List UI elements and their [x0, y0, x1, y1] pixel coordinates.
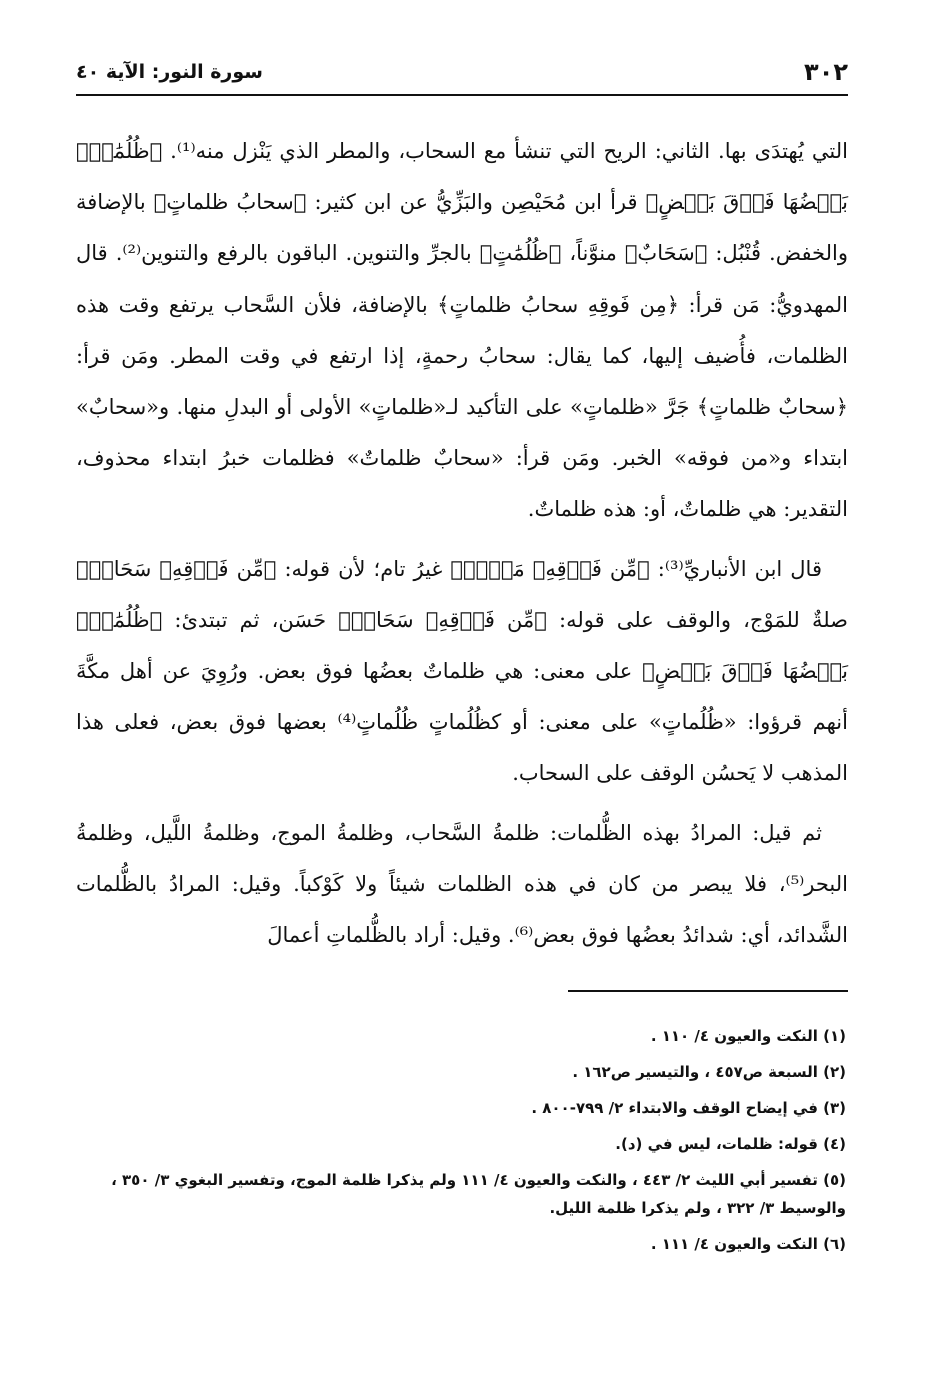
footnote: (٣) في إيضاح الوقف والابتداء ٢/ ٧٩٩-٨٠٠ .: [531, 1099, 846, 1117]
paragraph: ثم قيل: المرادُ بهذه الظُّلمات: ظلمةُ السَّحاب، وظلمةُ الموج، وظلمةُ اللَّيل، وظلمةُ البحر⁽⁵⁾، فلا يبصر من كان في هذه الظلمات شيئاً ولا كَوْكباً. وقيل: المرادُ بالظُّلمات الشَّدائد، أي: شدائدُ بعضُها فوق بعض⁽⁶⁾. وقيل: أراد بالظُّلماتِ أعمالَ: [76, 820, 848, 948]
main-text: [76, 126, 848, 961]
paragraph: قال ابن الأنباريِّ⁽³⁾: ﴿مِّن فَوۡقِهِۦ مَوۡجٞ﴾ غيرُ تام؛ لأن قوله: ﴿مِّن فَوۡقِهِۦ سَحَابٞ﴾ صلةٌ للمَوْج، والوقف على قوله: ﴿مِّن فَوۡقِهِۦ سَحَابٞ﴾ حَسَن، ثم تبتدئ: ﴿ظُلُمَٰتُۢ بَعۡضُهَا فَوۡقَ بَعۡضٍ﴾ على معنى: هي ظلماتٌ بعضُها فوق بعض. ورُوِيَ عن أهل مكَّةَ أنهم قرؤوا: «ظُلُماتٍ» على معنى: أو كظُلُماتٍ ظُلُماتٍ⁽⁴⁾ بعضها فوق بعض، فعلى هذا المذهب لا يَحسُن الوقف على السحاب.: [76, 556, 848, 786]
footnote: (١) النكت والعيون ٤/ ١١٠ .: [650, 1027, 846, 1045]
header-rule: [76, 94, 848, 96]
footnotes: [76, 1022, 848, 1258]
paragraph: التي يُهتدَى بها. الثاني: الريح التي تنشأ مع السحاب، والمطر الذي يَنْزل منه⁽¹⁾. ﴿ظُلُمَٰتُۢ بَعۡضُهَا فَوۡقَ بَعۡضٍ﴾ قرأ ابن مُحَيْصِن والبَزِّيُّ عن ابن كثير: ﴿سحابُ ظلماتٍ﴾ بالإضافة والخفض. قُنْبُل: ﴿سَحَابٌ﴾ منوَّناً، ﴿ظُلُمَٰتٍ﴾ بالجرِّ والتنوين. الباقون بالرفع والتنوين⁽²⁾. قال المهدويُّ: مَن قرأ: ﴿مِن فَوقِهِ سحابُ ظلماتٍ﴾ بالإضافة، فلأن السَّحاب يرتفع وقت هذه الظلمات، فأُضيف إليها، كما يقال: سحابُ رحمةٍ، إذا ارتفع في وقت المطر. ومَن قرأ: ﴿سحابٌ ظلماتٍ﴾ جَرَّ «ظلماتٍ» على التأكيد لـ«ظلماتٍ» الأولى أو البدلِ منها. و«سحابٌ» ابتداء و«من فوقه» الخبر. ومَن قرأ: «سحابٌ ظلماتٌ» فظلمات خبرُ ابتداء محذوف، التقدير: هي ظلماتٌ، أو: هذه ظلماتٌ.: [76, 139, 848, 522]
footnote-separator: [568, 990, 848, 992]
page-number: ٣٠٢: [804, 58, 848, 86]
footnote: (٦) النكت والعيون ٤/ ١١١ .: [650, 1235, 846, 1253]
footnote: (٥) تفسير أبي الليث ٢/ ٤٤٣ ، والنكت والعيون ٤/ ١١١ ولم يذكرا ظلمة الموج، وتفسير البغوي ٣/ ٣٥٠ ، والوسيط ٣/ ٣٢٢ ، ولم يذكرا ظلمة الليل.: [111, 1171, 846, 1217]
surah-reference: سورة النور: الآية ٤٠: [76, 61, 263, 83]
footnote: (٤) قوله: ظلمات، ليس في (د).: [615, 1135, 846, 1153]
running-header: [76, 56, 848, 90]
footnote: (٢) السبعة ص٤٥٧ ، والتيسير ص١٦٢ .: [572, 1063, 846, 1081]
